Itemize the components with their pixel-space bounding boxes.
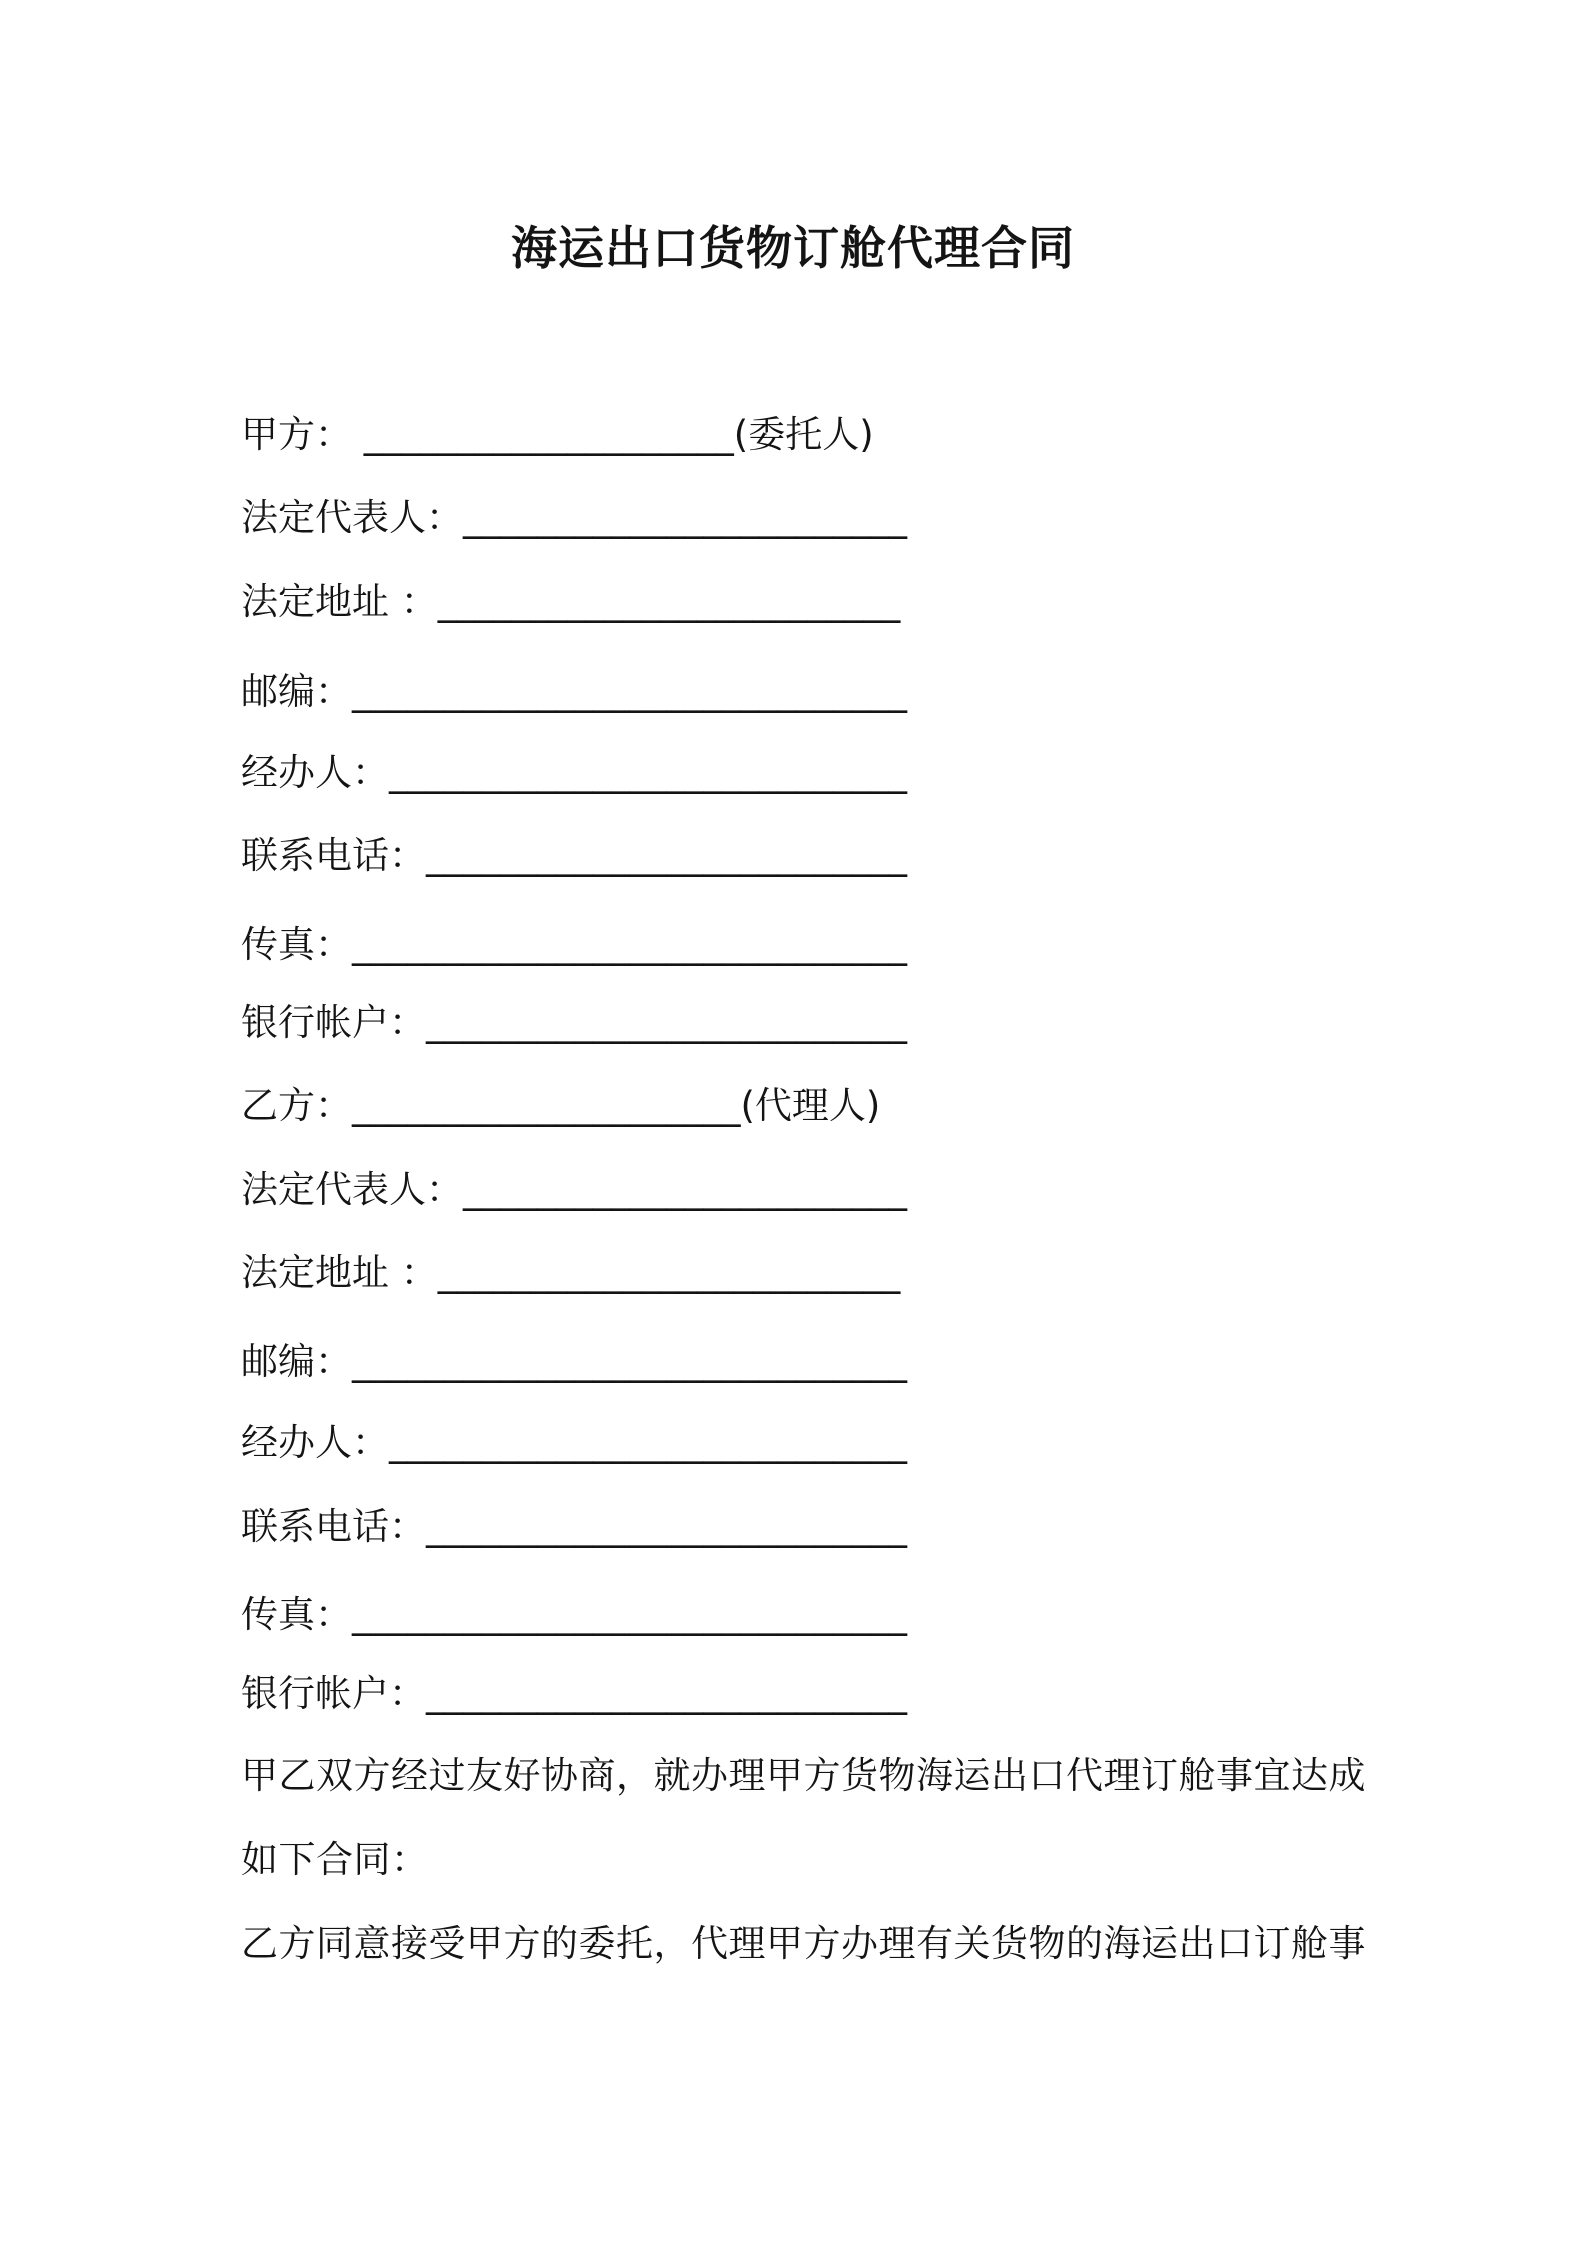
body-paragraph-line: 如下合同： [241,1838,429,1881]
party-b-postcode-line: 邮编：______________________________ [241,1340,907,1383]
party-a-postcode-line: 邮编：______________________________ [241,670,907,713]
party-a-legal-rep-line: 法定代表人：________________________ [241,496,907,539]
party-b-handler-line: 经办人：____________________________ [241,1421,907,1464]
party-b-fax-line: 传真：______________________________ [241,1593,907,1636]
party-a-handler-line: 经办人：____________________________ [241,751,907,794]
party-b-legal-address-line: 法定地址 ：_________________________ [241,1251,901,1294]
party-a-phone-line: 联系电话：__________________________ [241,834,907,877]
party-b-phone-line: 联系电话：__________________________ [241,1505,907,1548]
party-a-fax-line: 传真：______________________________ [241,923,907,966]
body-paragraph-line: 甲乙双方经过友好协商，就办理甲方货物海运出口代理订舱事宜达成 [241,1754,1366,1797]
party-b-line: 乙方：_____________________(代理人) [241,1084,881,1127]
body-paragraph-line: 乙方同意接受甲方的委托，代理甲方办理有关货物的海运出口订舱事 [241,1922,1366,1965]
party-b-bank-account-line: 银行帐户：__________________________ [241,1672,907,1715]
party-a-legal-address-line: 法定地址 ：_________________________ [241,580,901,623]
party-a-line: 甲方： ____________________(委托人) [241,413,874,456]
document-title: 海运出口货物订舱代理合同 [511,221,1075,275]
party-a-bank-account-line: 银行帐户：__________________________ [241,1001,907,1044]
party-b-legal-rep-line: 法定代表人：________________________ [241,1168,907,1211]
